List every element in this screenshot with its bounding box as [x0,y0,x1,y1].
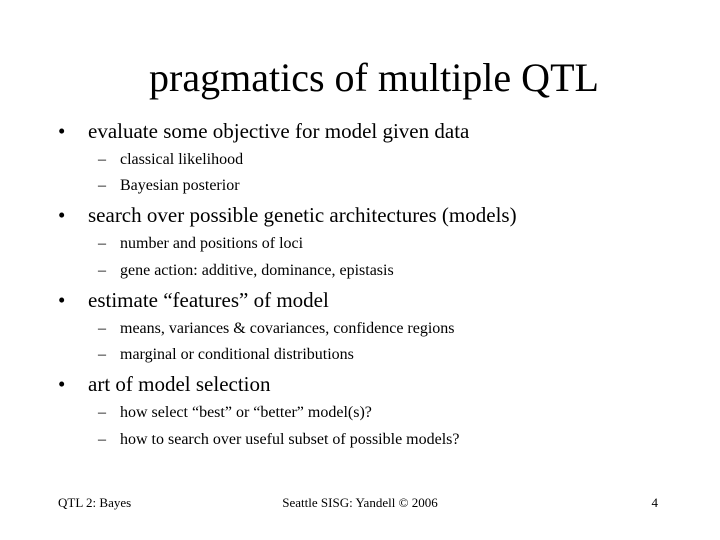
sub-item [98,176,240,196]
bullet-glyph: • [58,203,66,227]
dash-glyph: – [98,177,106,194]
sub-item-text: means, variances & covariances, confidence regions [120,320,455,337]
sub-item [98,319,455,339]
dash-glyph: – [98,320,106,337]
sub-item-text: Bayesian posterior [120,177,240,194]
sub-item [98,150,243,170]
slide-title: pragmatics of multiple QTL [149,55,599,100]
sub-item-text: number and positions of loci [120,235,304,252]
sub-item-text: gene action: additive, dominance, epistasis [120,262,394,279]
footer-center-text: Seattle SISG: Yandell © 2006 [282,495,438,510]
dash-glyph: – [98,262,106,279]
sub-item-text: classical likelihood [120,151,244,168]
dash-glyph: – [98,235,106,252]
sub-item [98,234,303,254]
sub-item-text: how to search over useful subset of possible models? [120,431,460,448]
dash-glyph: – [98,151,106,168]
dash-glyph: – [98,431,106,448]
sub-item [98,261,394,281]
dash-glyph: – [98,346,106,363]
bullet-item [58,371,271,397]
bullet-text: evaluate some objective for model given data [88,119,470,143]
dash-glyph: – [98,404,106,421]
bullet-text: estimate “features” of model [88,288,329,312]
bullet-glyph: • [58,372,66,396]
bullet-item [58,287,329,313]
bullet-item [58,118,469,144]
bullet-text: search over possible genetic architectures (models) [88,203,517,227]
bullet-glyph: • [58,288,66,312]
footer-left-text: QTL 2: Bayes [58,495,132,510]
sub-item [98,430,459,450]
page-number: 4 [651,495,658,510]
bullet-text: art of model selection [88,372,271,396]
sub-item-text: how select “best” or “better” model(s)? [120,404,372,421]
bullet-glyph: • [58,119,66,143]
sub-item-text: marginal or conditional distributions [120,346,354,363]
sub-item [98,345,354,365]
sub-item [98,403,372,423]
bullet-item [58,202,517,228]
